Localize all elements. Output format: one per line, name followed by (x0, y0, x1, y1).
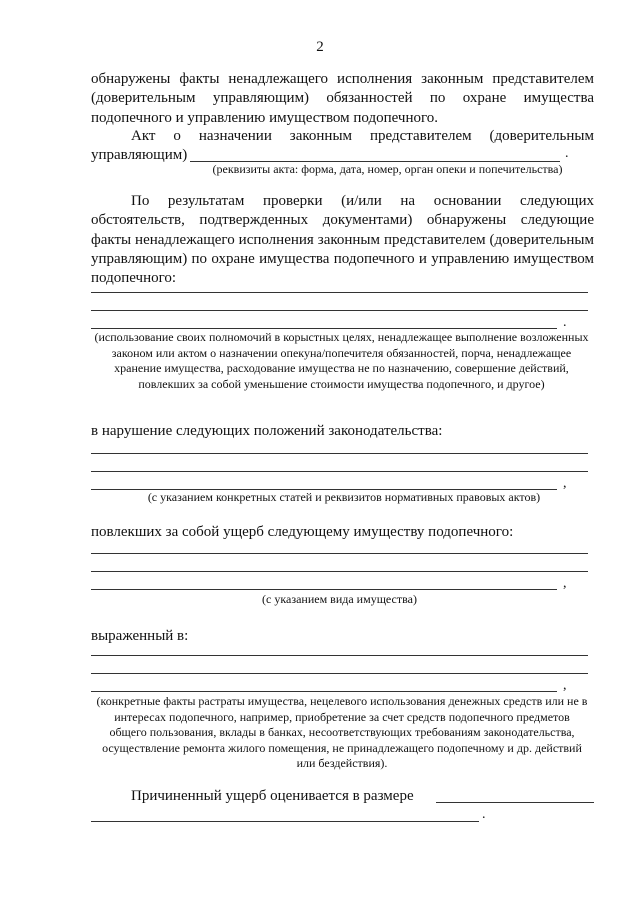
damage-amount-end-mark: . (482, 807, 486, 822)
violation-line-2[interactable] (91, 471, 588, 472)
act-line-1: Акт о назначении законным представителем (доверительным (131, 128, 594, 144)
results-paragraph: По результатам проверки (и/или на основании следующих обстоятельств, подтвержденных документами) обнаружены следующие факты ненадлежащего исполнения законным представителем (доверительным управляющим) по охране имущества подопечного и управлению имуществом подопечного: (91, 193, 594, 287)
damage-end-mark: , (563, 576, 567, 591)
damage-line-1[interactable] (91, 553, 588, 554)
expressed-heading: выраженный в: (91, 628, 189, 644)
facts-line-3[interactable] (91, 328, 557, 329)
violation-end-mark: , (563, 476, 567, 491)
expressed-end-mark: , (563, 678, 567, 693)
damage-amount-line-1[interactable] (436, 802, 594, 803)
act-end-mark: . (565, 146, 569, 161)
damage-line-2[interactable] (91, 571, 588, 572)
expressed-line-1[interactable] (91, 655, 588, 656)
facts-line-2[interactable] (91, 310, 588, 311)
damage-amount-label: Причиненный ущерб оценивается в размере (131, 788, 414, 804)
intro-paragraph: обнаружены факты ненадлежащего исполнения законным представителем (доверительным управляющим) обязанностей по охране имущества подопечного и управлению имуществом подопечного. (91, 71, 594, 126)
facts-caption: (использование своих полномочий в корыстных целях, ненадлежащее выполнение возложенных законом или актом о назначении опекуна/попечителя обязанностей, порча, ненадлежащее хранение имущества, расходование имущества не по назначению, совершение действий, повлекших за собой уменьшение стоимости имущества подопечного, и другое) (94, 330, 589, 391)
violation-heading: в нарушение следующих положений законодательства: (91, 423, 443, 439)
damage-amount-line-2[interactable] (91, 821, 479, 822)
violation-line-1[interactable] (91, 453, 588, 454)
facts-line-1[interactable] (91, 292, 588, 293)
damage-caption: (с указанием вида имущества) (262, 592, 417, 606)
expressed-line-3[interactable] (91, 691, 557, 692)
facts-end-mark: . (563, 315, 567, 330)
damage-heading: повлекших за собой ущерб следующему имуществу подопечного: (91, 524, 514, 540)
expressed-line-2[interactable] (91, 673, 588, 674)
act-label: управляющим) (91, 147, 188, 163)
violation-caption: (с указанием конкретных статей и реквизитов нормативных правовых актов) (147, 490, 541, 504)
expressed-caption: (конкретные факты растраты имущества, нецелевого использования денежных средств или не в интересах подопечного, например, приобретение за счет средств подопечного предметов общего пользования, вклады в банках, несоответствующих требованиям законодательства, осуществление ремонта жилого помещения, не принадлежащего подопечному и др. действий или бездействия). (96, 694, 588, 770)
damage-line-3[interactable] (91, 589, 557, 590)
act-caption: (реквизиты акта: форма, дата, номер, орган опеки и попечительства) (212, 162, 563, 176)
page-number: 2 (316, 39, 324, 55)
